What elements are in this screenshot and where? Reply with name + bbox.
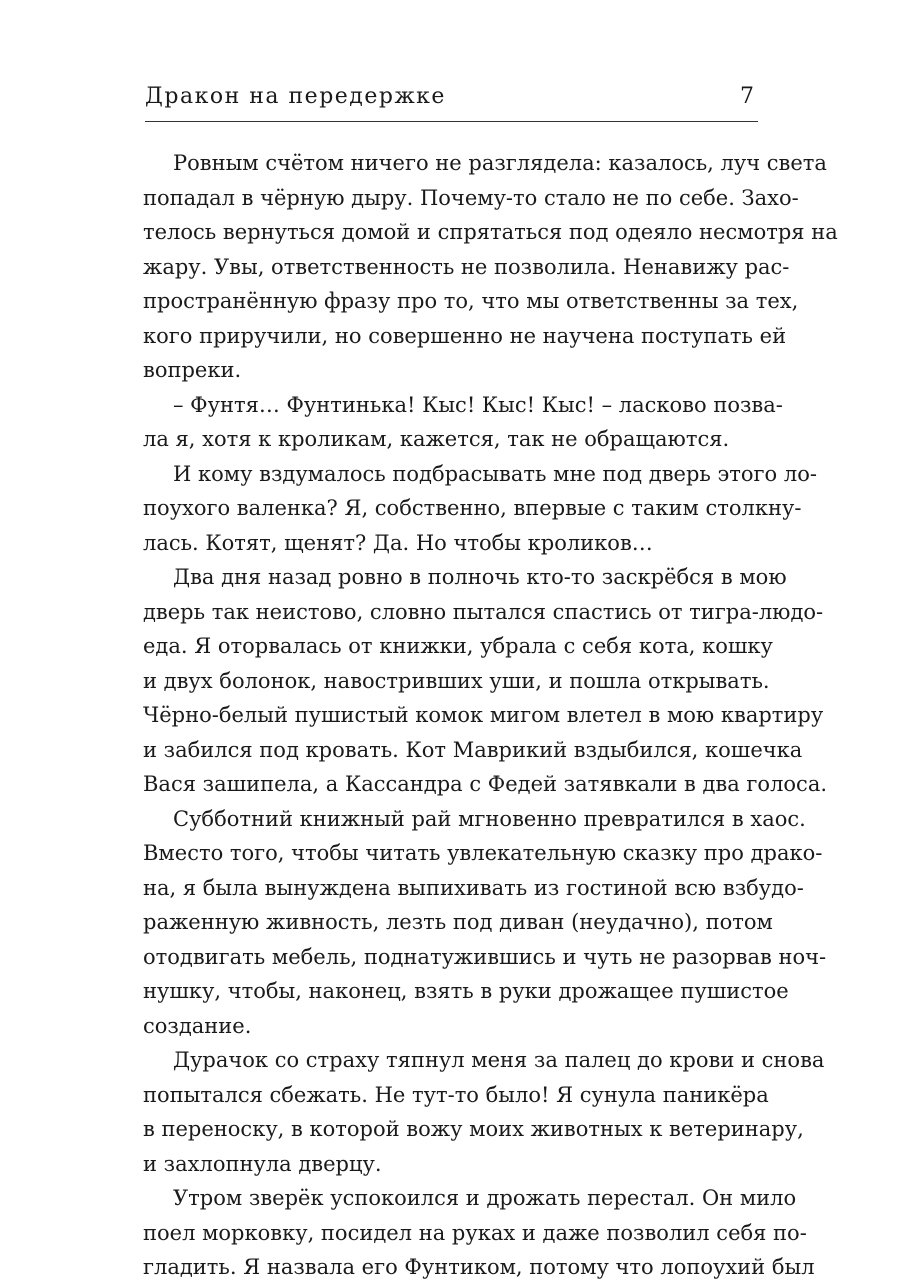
text-line: Вместо того, чтобы читать увлекательную сказку про драко- <box>143 841 823 865</box>
text-line: лась. Котят, щенят? Да. Но чтобы кроликов… <box>143 530 653 555</box>
text-line: раженную живность, лезть под диван (неудачно), потом <box>143 910 773 934</box>
text-line: ла я, хотя к кроликам, кажется, так не обращаются. <box>143 427 730 451</box>
text-line: И кому вздумалось подбрасывать мне под дверь этого ло- <box>173 461 817 486</box>
text-line: Утром зверёк успокоился и дрожать перестал. Он мило <box>173 1186 797 1210</box>
text-line: поухого валенка? Я, собственно, впервые с таким столкну- <box>143 496 802 520</box>
text-line: пространённую фразу про то, что мы ответственны за тех, <box>143 289 799 313</box>
text-line: отодвигать мебель, поднатужившись и чуть не разорвав ноч- <box>143 944 827 969</box>
text-line: гладить. Я назвала его Фунтиком, потому что лопоухий был <box>143 1255 815 1279</box>
text-line: и двух болонок, навостривших уши, и пошла открывать. <box>143 668 770 693</box>
text-line: Субботний книжный рай мгновенно превратился в хаос. <box>173 806 806 831</box>
text-line: Вася зашипела, а Кассандра с Федей затявкали в два голоса. <box>143 772 828 796</box>
text-line: Два дня назад ровно в полночь кто-то заскрёбся в мою <box>173 565 787 589</box>
text-line: попадал в чёрную дыру. Почему-то стало не по себе. Захо- <box>143 185 799 210</box>
text-line: и захлопнула дверцу. <box>143 1151 382 1176</box>
text-line: – Фунтя… Фунтинька! Кыс! Кыс! Кыс! – ласково позва- <box>173 392 783 417</box>
running-header <box>145 84 758 124</box>
page-number: 7 <box>740 84 754 109</box>
text-line: еда. Я оторвалась от книжки, убрала с себя кота, кошку <box>143 634 773 658</box>
text-line: Чёрно-белый пушистый комок мигом влетел в мою квартиру <box>143 703 824 727</box>
text-line: на, я была вынуждена выпихивать из гостиной всю взбудо- <box>143 875 804 900</box>
text-line: в переноску, в которой вожу моих животных к ветеринару, <box>143 1117 804 1141</box>
text-line: и забился под кровать. Кот Маврикий вздыбился, кошечка <box>143 737 803 762</box>
text-line: жару. Увы, ответственность не позволила. Ненавижу рас- <box>143 254 790 279</box>
text-line: Дурачок со страху тяпнул меня за палец до крови и снова <box>173 1048 825 1072</box>
text-line: дверь так неистово, словно пытался спастись от тигра-людо- <box>143 599 824 624</box>
text-line: вопреки. <box>143 358 242 382</box>
text-line: попытался сбежать. Не тут-то было! Я сунула паникёра <box>143 1082 769 1107</box>
text-line: нушку, чтобы, наконец, взять в руки дрожащее пушистое <box>143 979 789 1003</box>
text-line: Ровным счётом ничего не разглядела: казалось, луч света <box>173 151 827 175</box>
header-rule <box>145 121 758 122</box>
body-text <box>143 146 838 1285</box>
text-line: кого приручили, но совершенно не научена поступать ей <box>143 323 787 348</box>
text-line: поел морковку, посидел на руках и даже позволил себя по- <box>143 1220 807 1245</box>
text-line: телось вернуться домой и спрятаться под одеяло несмотря на <box>143 220 838 244</box>
text-line: создание. <box>143 1013 252 1038</box>
running-title: Дракон на передержке <box>145 84 446 109</box>
